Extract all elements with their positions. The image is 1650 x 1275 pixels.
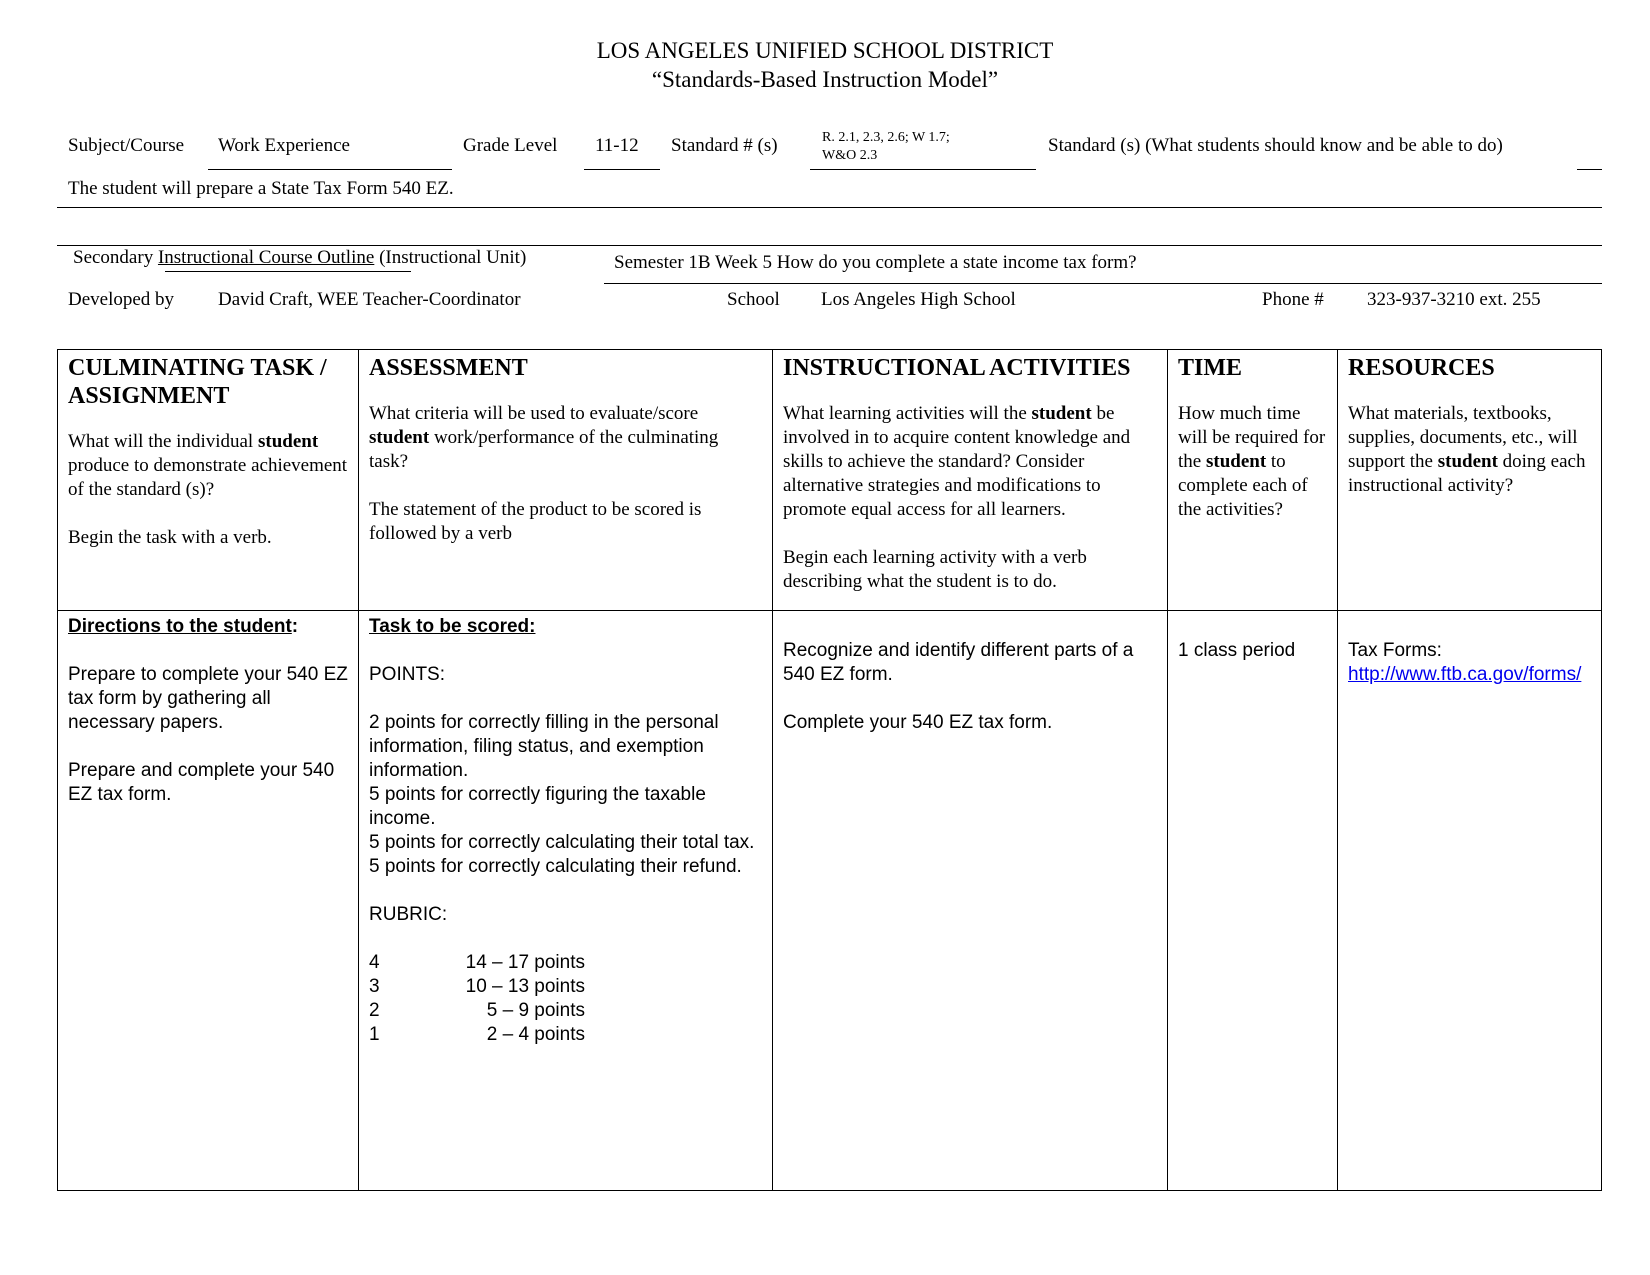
- outline-underlined: Instructional Course Outline: [157, 247, 375, 268]
- school-label: School: [727, 289, 780, 310]
- district-title: LOS ANGELES UNIFIED SCHOOL DISTRICT: [596, 38, 1054, 63]
- resources-question: What materials, textbooks, supplies, documents, etc., will support the student doing each instructional activity?: [1348, 403, 1586, 496]
- rubric-range: 10 – 13 points: [465, 976, 585, 997]
- culminating-header-cell: [58, 350, 359, 611]
- time-cell: [1168, 611, 1338, 1191]
- rubric-label: RUBRIC:: [369, 904, 448, 925]
- activities-question: What learning activities will the student be involved in to acquire content knowledge and skills to achieve the standard? Consider alternative strategies and modifications to promote equal access for all learners.: [783, 403, 1131, 520]
- rubric-row: [369, 951, 762, 975]
- rubric-range: 2 – 4 points: [486, 1024, 585, 1045]
- standard-num-underline: [810, 169, 1036, 170]
- rubric-row: [369, 975, 762, 999]
- rubric-level: 3: [369, 976, 380, 997]
- points-label: POINTS:: [369, 664, 446, 685]
- standard-num-value-2: W&O 2.3: [822, 148, 878, 163]
- unit-value: Semester 1B Week 5 How do you complete a state income tax form?: [614, 252, 1137, 273]
- assessment-instruction: The statement of the product to be scored is followed by a verb: [369, 499, 702, 544]
- rubric-level: 2: [369, 1000, 380, 1021]
- resources-header-cell: [1338, 350, 1602, 611]
- directions-paragraph-1: Prepare to complete your 540 EZ tax form by gathering all necessary papers.: [68, 664, 348, 733]
- standard-num-label: Standard # (s): [671, 135, 778, 156]
- assessment-title: ASSESSMENT: [369, 355, 528, 381]
- grade-label: Grade Level: [463, 135, 558, 156]
- time-title: TIME: [1178, 355, 1243, 381]
- culminating-title: CULMINATING TASK / ASSIGNMENT: [68, 355, 327, 409]
- content-row: [58, 611, 1602, 1191]
- outline-prefix: Secondary: [73, 247, 154, 268]
- developed-label: Developed by: [68, 289, 175, 310]
- time-question: How much time will be required for the student to complete each of the activities?: [1178, 403, 1326, 520]
- standard-desc-value: The student will prepare a State Tax Form 540 EZ.: [68, 178, 454, 199]
- points-item: 5 points for correctly figuring the taxable income.: [369, 784, 706, 829]
- subject-underline: [208, 169, 452, 170]
- phone-label: Phone #: [1262, 289, 1324, 310]
- assessment-question: What criteria will be used to evaluate/score student work/performance of the culminating task?: [369, 403, 719, 472]
- culminating-instruction: Begin the task with a verb.: [68, 527, 272, 548]
- developed-value: David Craft, WEE Teacher-Coordinator: [218, 289, 521, 310]
- rubric-level: 4: [369, 952, 380, 973]
- subject-label: Subject/Course: [68, 135, 185, 156]
- points-item: 5 points for correctly calculating their total tax.: [369, 832, 755, 853]
- unit-underline: [604, 283, 1602, 284]
- directions-paragraph-2: Prepare and complete your 540 EZ tax form.: [68, 760, 335, 805]
- task-title: Task to be scored:: [369, 616, 536, 637]
- tax-forms-link[interactable]: http://www.ftb.ca.gov/forms/: [1348, 664, 1582, 685]
- phone-value: 323-937-3210 ext. 255: [1367, 289, 1541, 310]
- subject-value: Work Experience: [218, 135, 350, 156]
- points-item: 5 points for correctly calculating their refund.: [369, 856, 742, 877]
- directions-title: Directions to the student:: [68, 616, 299, 637]
- standard-desc-label: Standard (s) (What students should know and be able to do): [1048, 135, 1503, 156]
- rubric-row: [369, 1023, 762, 1047]
- lesson-table: [57, 349, 1602, 1191]
- time-header-cell: [1168, 350, 1338, 611]
- activities-title: INSTRUCTIONAL ACTIVITIES: [783, 355, 1131, 381]
- model-title: “Standards-Based Instruction Model”: [651, 67, 999, 92]
- rubric-range: 14 – 17 points: [465, 952, 585, 973]
- activity-item: Recognize and identify different parts of a 540 EZ form.: [783, 640, 1134, 685]
- outline-underline: [165, 271, 411, 272]
- resources-cell: [1338, 611, 1602, 1191]
- activities-cell: [773, 611, 1168, 1191]
- rule-2: [57, 245, 1602, 246]
- points-item: 2 points for correctly filling in the personal information, filing status, and exemption information.: [369, 712, 719, 781]
- assessment-header-cell: [359, 350, 773, 611]
- rubric-level: 1: [369, 1024, 380, 1045]
- standard-desc-underline: [1577, 169, 1602, 170]
- outline-suffix: (Instructional Unit): [379, 247, 527, 268]
- resources-label: Tax Forms:: [1348, 640, 1442, 661]
- task-cell: [359, 611, 773, 1191]
- grade-value: 11-12: [595, 135, 639, 156]
- activity-item: Complete your 540 EZ tax form.: [783, 712, 1053, 733]
- activities-header-cell: [773, 350, 1168, 611]
- header-row: [58, 350, 1602, 611]
- resources-title: RESOURCES: [1348, 355, 1495, 381]
- outline-label: [73, 247, 526, 269]
- rubric-range: 5 – 9 points: [486, 1000, 585, 1021]
- school-value: Los Angeles High School: [821, 289, 1016, 310]
- rule-1: [57, 207, 1602, 208]
- standard-num-value-1: R. 2.1, 2.3, 2.6; W 1.7;: [822, 130, 950, 145]
- time-value: 1 class period: [1178, 640, 1296, 661]
- directions-cell: [58, 611, 359, 1191]
- activities-instruction: Begin each learning activity with a verb describing what the student is to do.: [783, 547, 1087, 592]
- rubric-row: [369, 999, 762, 1023]
- grade-underline: [584, 169, 660, 170]
- culminating-question: What will the individual student produce to demonstrate achievement of the standard (s)?: [68, 431, 348, 500]
